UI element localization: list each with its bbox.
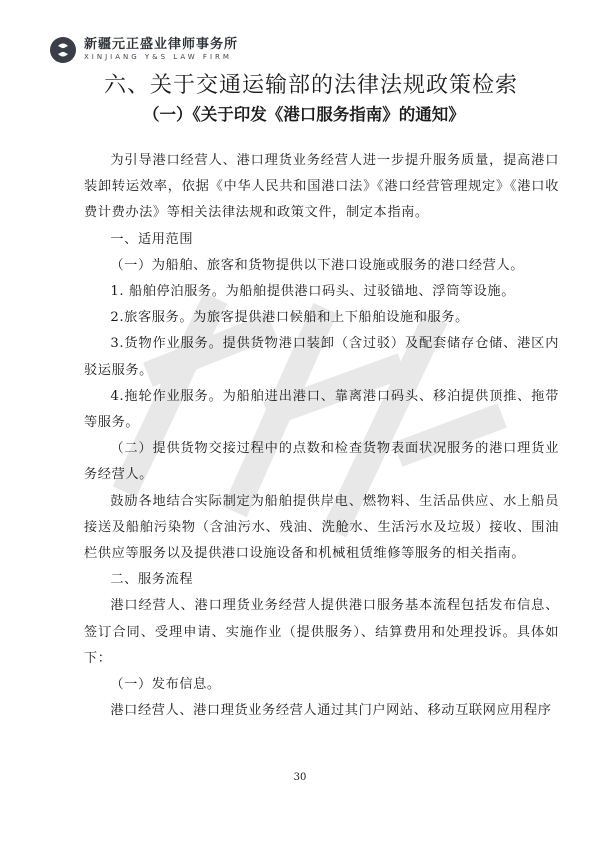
- paragraph: 为引导港口经营人、港口理货业务经营人进一步提升服务质量，提高港口装卸转运效率，依据《中华人民共和国港口法》《港口经营管理规定》《港口收费计费办法》等相关法律法规和政策文件，制定本指南。: [84, 153, 559, 221]
- firm-name-en: XINJIANG Y&S LAW FIRM: [84, 53, 232, 61]
- paragraph: （二）提供货物交接过程中的点数和检查货物表面状况服务的港口理货业务经营人。: [84, 441, 559, 483]
- firm-logo-icon: [50, 37, 76, 63]
- paragraph: 1. 船舶停泊服务。为船舶提供港口码头、过驳锚地、浮筒等设施。: [110, 284, 516, 300]
- document-body: [84, 148, 559, 724]
- firm-name-cn: 新疆元正盛业律师事务所: [84, 37, 239, 52]
- paragraph: 港口经营人、港口理货业务经营人提供港口服务基本流程包括发布信息、签订合同、受理申请、实施作业（提供服务）、结算费用和处理投诉。具体如下：: [84, 598, 559, 666]
- paragraph: （一）为船舶、旅客和货物提供以下港口设施或服务的港口经营人。: [110, 257, 525, 273]
- paragraph: 2.旅客服务。为旅客提供港口候船和上下船舶设施和服务。: [110, 310, 469, 326]
- paragraph: 3.货物作业服务。提供货物港口装卸（含过驳）及配套储存仓储、港区内驳运服务。: [84, 336, 559, 378]
- section-subtitle: （一）《关于印发《港口服务指南》的通知》: [143, 105, 465, 124]
- paragraph: 鼓励各地结合实际制定为船舶提供岸电、燃物料、生活品供应、水上船员接送及船舶污染物（含油污水、残油、洗舱水、生活污水及垃圾）接收、围油栏供应等服务以及提供港口设施设备和机械租赁维修等服务的相关指南。: [84, 493, 559, 562]
- letterhead: [50, 30, 238, 70]
- section-title: 六、关于交通运输部的法律法规政策检索: [104, 73, 519, 98]
- paragraph: 港口经营人、港口理货业务经营人通过其门户网站、移动互联网应用程序: [110, 703, 552, 719]
- paragraph: 4.拖轮作业服务。为船舶进出港口、靠离港口码头、移泊提供顶推、拖带等服务。: [84, 388, 559, 431]
- page-number: 30: [293, 772, 307, 783]
- paragraph: （一）发布信息。: [110, 677, 221, 693]
- paragraph: 一、适用范围: [110, 231, 194, 247]
- paragraph: 二、服务流程: [110, 572, 194, 588]
